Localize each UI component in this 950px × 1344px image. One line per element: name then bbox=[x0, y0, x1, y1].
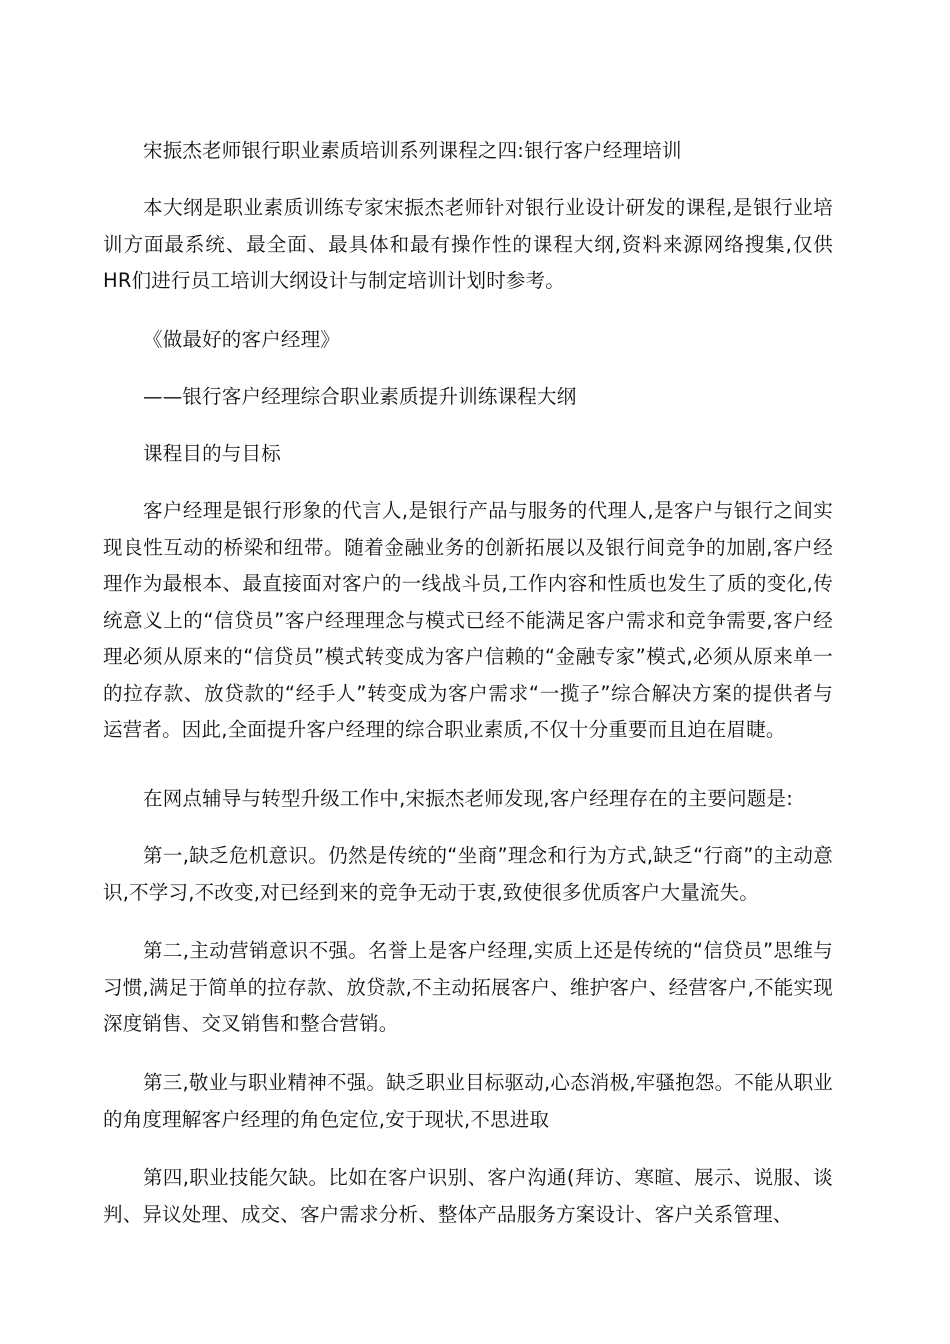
course-title: 《做最好的客户经理》 bbox=[143, 328, 341, 351]
section-heading: 课程目的与目标 bbox=[143, 442, 281, 465]
intro-paragraph: 本大纲是职业素质训练专家宋振杰老师针对银行业设计研发的课程,是银行业培训方面最系统、最全面、最具体和最有操作性的课程大纲,资料来源网络搜集,仅供HR们进行员工培训大纲设计与制定培训计划时参考。 bbox=[103, 196, 833, 292]
body-paragraph-problem-3: 第三,敬业与职业精神不强。缺乏职业目标驱动,心态消极,牢骚抱怨。不能从职业的角度理解客户经理的角色定位,安于现状,不思进取 bbox=[103, 1071, 833, 1131]
body-paragraph-problem-1: 第一,缺乏危机意识。仍然是传统的“坐商”理念和行为方式,缺乏“行商”的主动意识,不学习,不改变,对已经到来的竞争无动于衷,致使很多优质客户大量流失。 bbox=[103, 844, 833, 904]
body-paragraph-problem-2: 第二,主动营销意识不强。名誉上是客户经理,实质上还是传统的“信贷员”思维与习惯,满足于简单的拉存款、放贷款,不主动拓展客户、维护客户、经营客户,不能实现深度销售、交叉销售和整合营销。 bbox=[103, 939, 833, 1035]
body-paragraph-problem-4: 第四,职业技能欠缺。比如在客户识别、客户沟通(拜访、寒暄、展示、说服、谈判、异议处理、成交、客户需求分析、整体产品服务方案设计、客户关系管理、 bbox=[103, 1166, 833, 1226]
document-title: 宋振杰老师银行职业素质培训系列课程之四:银行客户经理培训 bbox=[143, 139, 682, 162]
course-subtitle: ——银行客户经理综合职业素质提升训练课程大纲 bbox=[143, 385, 577, 408]
body-paragraph-problems-intro: 在网点辅导与转型升级工作中,宋振杰老师发现,客户经理存在的主要问题是: bbox=[143, 787, 793, 810]
body-paragraph-role: 客户经理是银行形象的代言人,是银行产品与服务的代理人,是客户与银行之间实现良性互动的桥梁和纽带。随着金融业务的创新拓展以及银行间竞争的加剧,客户经理作为最根本、最直接面对客户的一线战斗员,工作内容和性质也发生了质的变化,传统意义上的“信贷员”客户经理理念与模式已经不能满足客户需求和竞争需要,客户经理必须从原来的“信贷员”模式转变成为客户信赖的“金融专家”模式,必须从原来单一的拉存款、放贷款的“经手人”转变成为客户需求“一揽子”综合解决方案的提供者与运营者。因此,全面提升客户经理的综合职业素质,不仅十分重要而且迫在眉睫。 bbox=[103, 499, 833, 741]
